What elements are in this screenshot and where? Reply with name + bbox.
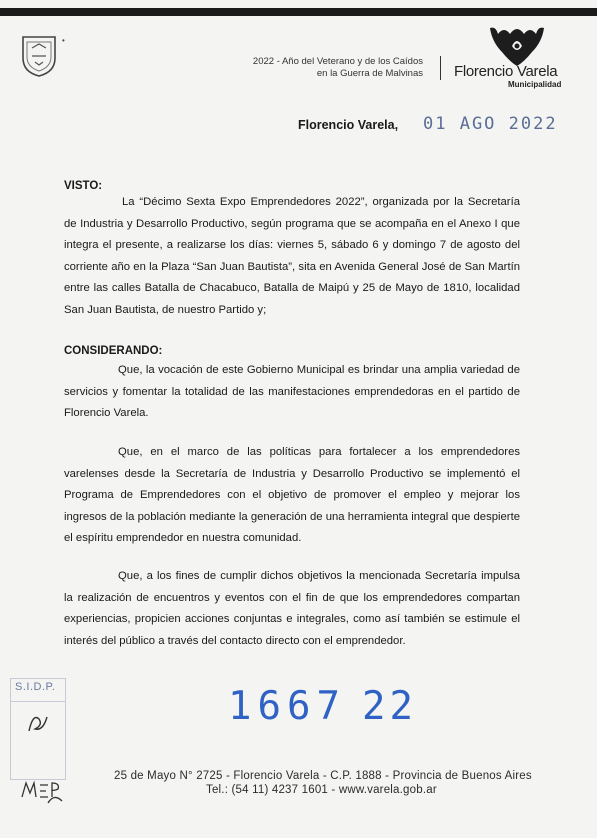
brand-subtitle: Municipalidad (508, 80, 562, 89)
handwritten-note-icon (18, 775, 68, 809)
resolution-number-stamp: 1667 (228, 684, 346, 729)
motto-line-1: 2022 - Año del Veterano y de los Caídos (252, 56, 423, 67)
sidp-stamp (10, 678, 66, 780)
top-border-bar (0, 8, 597, 16)
sidp-stamp-divider (11, 701, 65, 702)
visto-paragraph: La “Décimo Sexta Expo Emprendedores 2022”, organizada por la Secretaría de Industria y Desarrollo Productivo, según programa que se acompaña en el Anexo I que integra el presente, a realizarse los días: viernes 5, sábado 6 y domingo 7 de agosto del corriente año en la Plaza “San Juan Bautista”, sita en Avenida General José de San Martín entre las calles Batalla de Chacabuco, Batalla de Maipú y 25 de Mayo de 1810, localidad San Juan Bautista, de nuestro Partido y; (64, 196, 520, 316)
brand-name: Florencio Varela (454, 63, 558, 80)
considerando-paragraph-1: Que, la vocación de este Gobierno Municipal es brindar una amplia variedad de servicios y fomentar la totalidad de las manifestaciones emprendedoras en el partido de Florencio Varela. (64, 364, 520, 419)
florencio-varela-logo-icon (482, 24, 552, 68)
crest-mark: • (62, 36, 65, 45)
considerando-heading: CONSIDERANDO: (64, 345, 163, 357)
sidp-stamp-label: S.I.D.P. (15, 681, 56, 693)
municipal-crest-icon (20, 34, 58, 78)
header-divider (440, 56, 441, 80)
date-stamp: 01 AGO 2022 (423, 114, 558, 134)
initials-signature-icon (23, 709, 53, 739)
considerando-paragraph-3: Que, a los fines de cumplir dichos objetivos la mencionada Secretaría impulsa la realización de encuentros y eventos con el fin de que los emprendedores compartan experiencias, propicien acciones conjuntas e integrales, como así también se estimule el interés del público a través del contacto directo con el emprendedor. (64, 570, 520, 647)
motto-line-2: en la Guerra de Malvinas (316, 68, 423, 79)
resolution-year-stamp: 22 (362, 684, 417, 729)
footer-address: 25 de Mayo N° 2725 - Florencio Varela - C.P. 1888 - Provincia de Buenos Aires (114, 770, 532, 782)
year-motto (253, 56, 423, 80)
visto-heading: VISTO: (64, 180, 103, 192)
footer-contact: Tel.: (54 11) 4237 1601 - www.varela.gob.ar (206, 784, 437, 796)
dateline-place: Florencio Varela, (298, 118, 399, 132)
considerando-paragraph-2: Que, en el marco de las políticas para fortalecer a los emprendedores varelenses desde la Secretaría de Industria y Desarrollo Productivo se implementó el Programa de Emprendedores con el objetivo de promover el empleo y mejorar los ingresos de la población mediante la generación de una herramienta integral que despierte el espíritu emprendedor en nuestra comunidad. (64, 446, 520, 544)
